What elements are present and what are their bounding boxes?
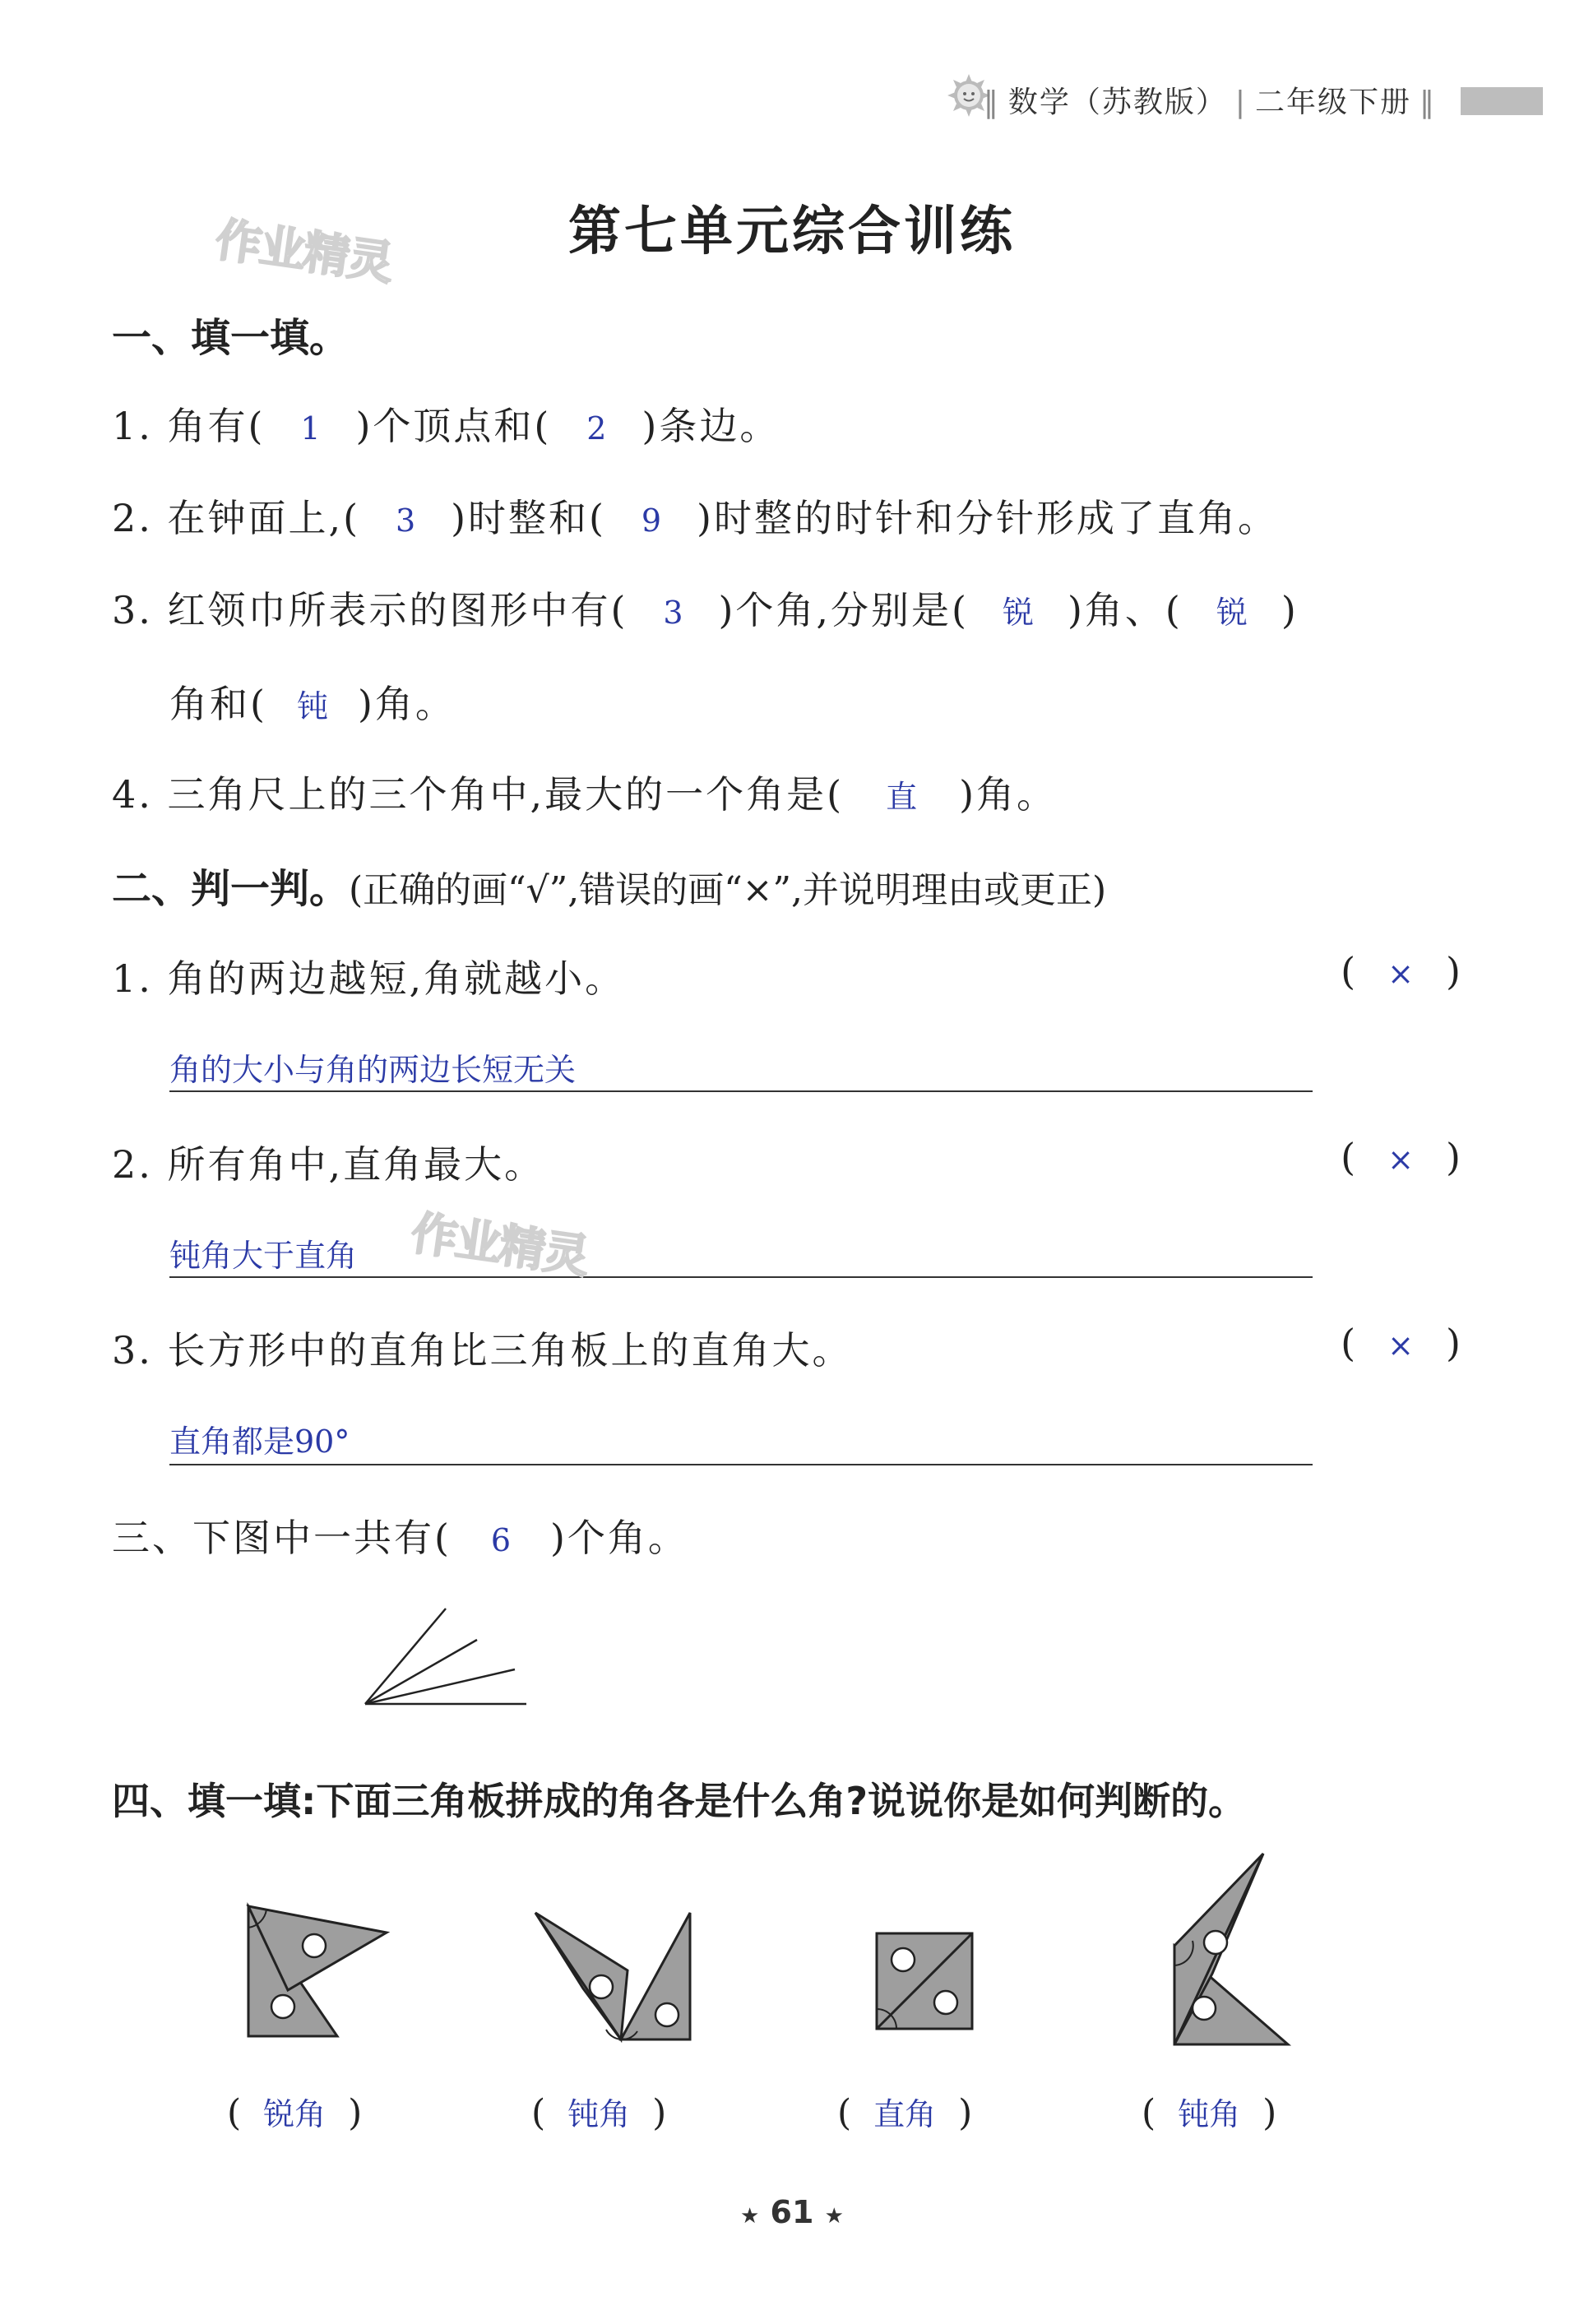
figure-answer-2: ( 钝角 ) xyxy=(531,2089,666,2134)
q1-num: 1. xyxy=(112,404,153,448)
page-title: 第七单元综合训练 xyxy=(568,201,1016,262)
angle-rays-figure xyxy=(362,1604,543,1711)
watermark: 作业精灵 xyxy=(211,213,396,291)
judge-item-3 xyxy=(112,1321,853,1375)
judge-mark-1: × xyxy=(1387,956,1414,992)
q4-text-1: 三角尺上的三个角中,最大的一个角是( xyxy=(167,772,845,817)
section1-heading: 一、填一填。 xyxy=(112,315,350,361)
judge-num-3: 3. xyxy=(112,1328,153,1373)
judge-reason-2: 钝角大于直角 xyxy=(169,1238,358,1274)
section3-text-2: )个角。 xyxy=(549,1516,688,1560)
set-square-figure-1 xyxy=(239,1900,395,2048)
set-square-figure-2 xyxy=(530,1908,695,2056)
q3-text-5: 角和( xyxy=(169,682,267,726)
q3-line-2 xyxy=(169,674,456,729)
judge-text-1: 角的两边越短,角就越小。 xyxy=(167,956,626,1001)
judge-item-2 xyxy=(112,1135,544,1189)
q1-text-3: )条边。 xyxy=(641,404,780,448)
q1-answer-2: 2 xyxy=(586,410,607,447)
q2-text-1: 在钟面上,( xyxy=(167,496,361,540)
q2-text-3: )时整的时针和分针形成了直角。 xyxy=(697,496,1278,540)
q3-text-6: )角。 xyxy=(357,682,456,726)
q2-answer-1: 3 xyxy=(396,502,416,539)
judge-mark-2: × xyxy=(1387,1141,1414,1178)
judge-underline-1 xyxy=(169,1090,1313,1092)
q1-line xyxy=(112,396,780,451)
q1-text-1: 角有( xyxy=(167,404,266,448)
set-square-figure-3 xyxy=(872,1928,979,2035)
star-icon-left: ★ xyxy=(740,2204,760,2229)
judge-item-1 xyxy=(112,949,625,1003)
q3-answer-1: 3 xyxy=(663,595,683,631)
judge-reason-1: 角的大小与角的两边长短无关 xyxy=(169,1052,577,1088)
header-text: ‖ 数学（苏教版） | 二年级下册 ‖ xyxy=(983,86,1436,119)
judge-mark-3: × xyxy=(1387,1327,1414,1363)
q4-num: 4. xyxy=(112,772,153,817)
judge-text-2: 所有角中,直角最大。 xyxy=(167,1142,545,1187)
figure-answer-text-2: 钝角 xyxy=(567,2096,631,2132)
q3-text-1: 红领巾所表示的图形中有( xyxy=(167,588,628,632)
q3-answer-3: 锐 xyxy=(1216,595,1248,631)
judge-text-3: 长方形中的直角比三角板上的直角大。 xyxy=(167,1328,853,1373)
judge-underline-3 xyxy=(169,1464,1313,1465)
judge-mark-box-3: ( × ) xyxy=(1341,1321,1461,1365)
q1-answer-1: 1 xyxy=(300,410,321,447)
star-icon-right: ★ xyxy=(824,2204,844,2229)
q3-line xyxy=(112,581,1299,635)
section4-heading: 四、填一填:下面三角板拼成的角各是什么角?说说你是如何判断的。 xyxy=(112,1779,1247,1823)
q3-text-2: )个角,分别是( xyxy=(718,588,969,632)
section3-text-1: 三、下图中一共有( xyxy=(112,1516,452,1560)
q2-text-2: )时整和( xyxy=(451,496,606,540)
page-number xyxy=(0,2194,1584,2230)
set-square-figure-4 xyxy=(1168,1850,1291,2048)
figure-answer-1: ( 锐角 ) xyxy=(227,2089,362,2134)
figure-answer-4: ( 钝角 ) xyxy=(1142,2089,1276,2134)
figure-answer-text-1: 锐角 xyxy=(263,2096,327,2132)
figure-answer-3: ( 直角 ) xyxy=(837,2089,972,2134)
section2-heading xyxy=(112,857,1106,914)
judge-num-1: 1. xyxy=(112,956,153,1001)
q2-line xyxy=(112,488,1278,543)
q3-answer-4: 钝 xyxy=(296,688,328,725)
header-bar xyxy=(1461,87,1543,115)
q3-answer-2: 锐 xyxy=(1002,595,1034,631)
q3-text-4: ) xyxy=(1281,588,1299,632)
section2-title: 二、判一判。 xyxy=(112,866,350,912)
figure-answer-text-3: 直角 xyxy=(873,2096,937,2132)
q1-text-2: )个顶点和( xyxy=(355,404,552,448)
header-grade: 二年级下册 xyxy=(1254,86,1411,119)
q4-answer-1: 直 xyxy=(886,779,918,815)
judge-mark-box-2: ( × ) xyxy=(1341,1135,1461,1179)
figure-answer-text-4: 钝角 xyxy=(1178,2096,1241,2132)
judge-reason-3: 直角都是90° xyxy=(169,1424,350,1460)
judge-underline-2 xyxy=(169,1276,1313,1278)
judge-num-2: 2. xyxy=(112,1142,153,1187)
page-number-text: 61 xyxy=(770,2194,814,2230)
section3-line xyxy=(112,1508,688,1562)
q3-num: 3. xyxy=(112,588,153,632)
section3-answer: 6 xyxy=(490,1522,512,1558)
q2-answer-2: 9 xyxy=(641,502,662,539)
header-subject: 数学（苏教版） xyxy=(1007,86,1227,119)
judge-mark-box-1: ( × ) xyxy=(1341,949,1461,993)
watermark-2: 作业精灵 xyxy=(407,1206,591,1285)
section2-note: (正确的画“√”,错误的画“×”,并说明理由或更正) xyxy=(349,869,1107,911)
q4-text-2: )角。 xyxy=(959,772,1058,817)
q4-line xyxy=(112,765,1057,819)
q3-text-3: )角、( xyxy=(1067,588,1183,632)
q2-num: 2. xyxy=(112,496,153,540)
